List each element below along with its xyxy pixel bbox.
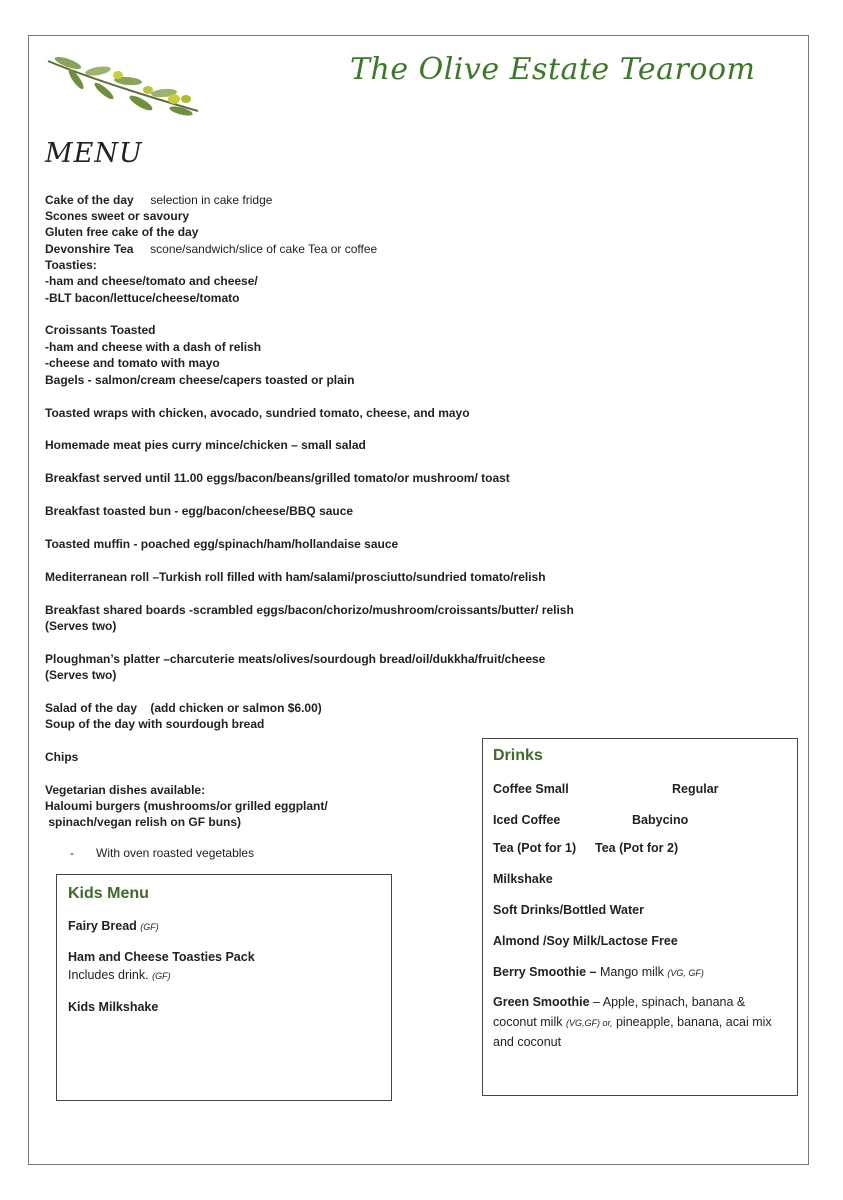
menu-line: Cake of the day selection in cake fridge (45, 193, 273, 207)
menu-line: Homemade meat pies curry mince/chicken – small salad (45, 438, 366, 452)
kids-menu-item: Ham and Cheese Toasties Pack (68, 950, 255, 964)
menu-line: -ham and cheese/tomato and cheese/ (45, 274, 258, 288)
menu-line: Haloumi burgers (mushrooms/or grilled eggplant/ (45, 799, 328, 813)
menu-line: -BLT bacon/lettuce/cheese/tomato (45, 291, 240, 305)
menu-line: Scones sweet or savoury (45, 209, 190, 223)
olive-branch-icon (46, 55, 201, 117)
menu-line-sub: - With oven roasted vegetables (70, 846, 255, 860)
menu-line: Vegetarian dishes available: (45, 783, 206, 797)
drink-item: Coffee Small (493, 782, 569, 796)
menu-line: Ploughman’s platter –charcuterie meats/olives/sourdough bread/oil/dukkha/fruit/cheese (45, 652, 546, 666)
menu-line: Breakfast served until 11.00 eggs/bacon/beans/grilled tomato/or mushroom/ toast (45, 471, 510, 485)
menu-line: (Serves two) (45, 619, 117, 633)
drinks-title: Drinks (493, 747, 543, 764)
menu-line: -cheese and tomato with mayo (45, 356, 220, 370)
menu-line: Toasted muffin - poached egg/spinach/ham/hollandaise sauce (45, 537, 399, 551)
menu-line: Croissants Toasted (45, 323, 156, 337)
drink-item: Iced Coffee (493, 813, 561, 827)
menu-line: (Serves two) (45, 668, 117, 682)
menu-line: Gluten free cake of the day (45, 225, 199, 239)
drink-item: Regular (672, 782, 719, 796)
drink-item: Tea (Pot for 1) (493, 841, 577, 855)
menu-line: -ham and cheese with a dash of relish (45, 340, 262, 354)
drink-item: Green Smoothie – Apple, spinach, banana & (493, 995, 746, 1009)
drink-item-desc: coconut milk (VG,GF) or, pineapple, banana, acai mix (493, 1015, 772, 1029)
drink-item: Soft Drinks/Bottled Water (493, 903, 644, 917)
drink-item-desc: and coconut (493, 1035, 562, 1049)
menu-line: Devonshire Tea scone/sandwich/slice of cake Tea or coffee (45, 242, 378, 256)
drink-item: Berry Smoothie – Mango milk (VG, GF) (493, 965, 704, 979)
menu-line: Bagels - salmon/cream cheese/capers toasted or plain (45, 373, 355, 387)
menu-line: Soup of the day with sourdough bread (45, 717, 265, 731)
kids-menu-item: Kids Milkshake (68, 1000, 159, 1014)
kids-menu-title: Kids Menu (68, 885, 149, 902)
kids-menu-item: Fairy Bread (GF) (68, 919, 159, 933)
drink-item: Tea (Pot for 2) (595, 841, 679, 855)
menu-line: Breakfast toasted bun - egg/bacon/cheese/BBQ sauce (45, 504, 354, 518)
kids-menu-box (56, 874, 392, 1101)
menu-line: Salad of the day (add chicken or salmon $6.00) (45, 701, 322, 715)
menu-line: spinach/vegan relish on GF buns) (45, 815, 242, 829)
menu-line: Toasted wraps with chicken, avocado, sundried tomato, cheese, and mayo (45, 406, 470, 420)
menu-heading: MENU (45, 138, 143, 169)
menu-line: Breakfast shared boards -scrambled eggs/bacon/chorizo/mushroom/croissants/butter/ relish (45, 603, 574, 617)
kids-menu-item-desc: Includes drink. (GF) (68, 968, 171, 982)
menu-line: Chips (45, 750, 79, 764)
drink-item: Babycino (632, 813, 689, 827)
page-title: The Olive Estate Tearoom (350, 52, 756, 87)
drinks-box (482, 738, 798, 1096)
drink-item: Milkshake (493, 872, 553, 886)
drink-item: Almond /Soy Milk/Lactose Free (493, 934, 678, 948)
menu-line: Mediterranean roll –Turkish roll filled with ham/salami/prosciutto/sundried tomato/relish (45, 570, 546, 584)
menu-line: Toasties: (45, 258, 97, 272)
